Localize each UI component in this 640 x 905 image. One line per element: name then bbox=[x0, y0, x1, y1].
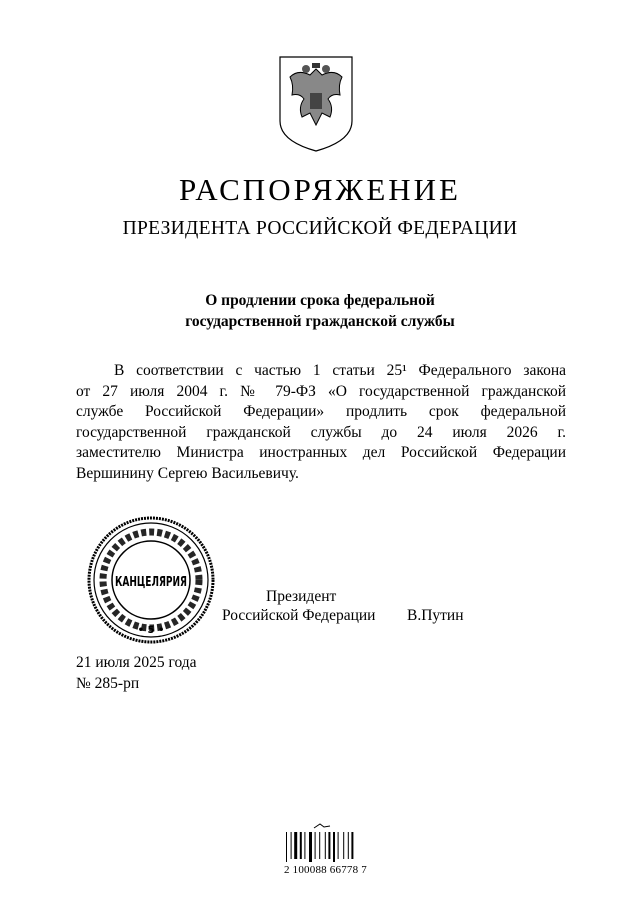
barcode-bar bbox=[333, 832, 335, 862]
body-line: от 27 июля 2004 г. № 79-ФЗ «О государственной гражданской bbox=[76, 382, 566, 400]
barcode-bar bbox=[304, 832, 305, 859]
barcode-bar bbox=[286, 832, 287, 862]
barcode-number: 2 100088 66778 7 bbox=[284, 864, 367, 876]
document-body bbox=[76, 361, 566, 485]
body-line: В соответствии с частью 1 статьи 25¹ Федерального закона bbox=[114, 362, 566, 379]
barcode-bar bbox=[291, 832, 292, 859]
document-subtitle: ПРЕЗИДЕНТА РОССИЙСКОЙ ФЕДЕРАЦИИ bbox=[122, 218, 518, 239]
document-heading-line: О продлении срока федеральной bbox=[205, 292, 435, 309]
signature-position: Президент bbox=[266, 588, 337, 605]
barcode-bar bbox=[338, 832, 339, 859]
barcode-bar bbox=[309, 832, 312, 862]
barcode-bar bbox=[319, 832, 320, 859]
document-number: № 285-рп bbox=[76, 675, 140, 692]
barcode-bar bbox=[300, 832, 302, 859]
document-title: РАСПОРЯЖЕНИЕ bbox=[179, 172, 461, 207]
official-stamp bbox=[86, 515, 216, 645]
barcode-bar bbox=[328, 832, 330, 859]
signature-name: В.Путин bbox=[407, 607, 464, 624]
barcode-bar bbox=[294, 832, 297, 859]
barcode-bar bbox=[348, 832, 349, 859]
stamp-number: • 5 • bbox=[137, 625, 165, 636]
coat-of-arms-emblem bbox=[276, 55, 356, 153]
signature-position-2: Российской Федерации bbox=[222, 607, 376, 624]
document-date: 21 июля 2025 года bbox=[76, 654, 197, 671]
body-line: государственной гражданской службы до 24 июля 2026 г. bbox=[76, 423, 566, 441]
stamp-center-text: КАНЦЕЛЯРИЯ bbox=[115, 575, 187, 590]
body-line: службе Российской Федерации» продлить срок федеральной bbox=[76, 403, 566, 421]
body-line: заместителю Министра иностранных дел Российской Федерации bbox=[76, 444, 566, 462]
barcode bbox=[284, 818, 360, 864]
barcode-bar bbox=[351, 832, 353, 859]
body-line: Вершинину Сергею Васильевичу. bbox=[76, 464, 299, 482]
barcode-bar bbox=[343, 832, 344, 859]
document-heading-line: государственной гражданской службы bbox=[185, 313, 455, 330]
barcode-bar bbox=[315, 832, 316, 859]
barcode-bar bbox=[325, 832, 326, 859]
